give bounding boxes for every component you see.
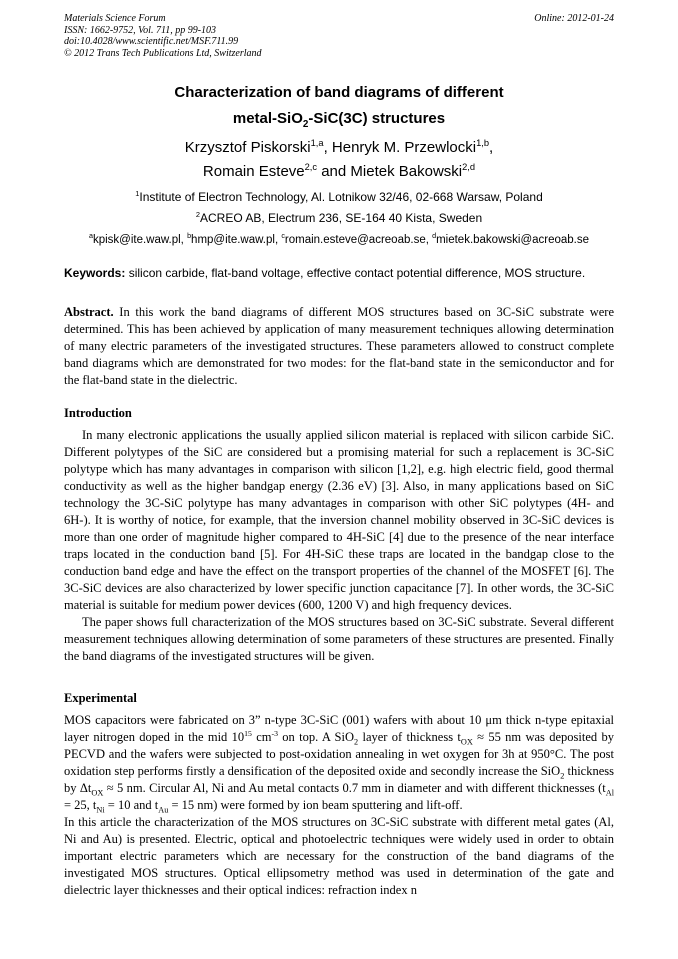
affiliation-text: ACREO AB, Electrum 236, SE-164 40 Kista, Sweden xyxy=(200,211,483,225)
paragraph-text: thickness by Δt xyxy=(64,764,614,795)
introduction-paragraph-2: The paper shows full characterization of the MOS structures based on 3C-SiC substrate. Several different measurement techniques allowing determination of some parameters of these structures are presented. Finally the band diagrams of the investigated structures will be given. xyxy=(64,615,614,663)
paper-title xyxy=(64,80,614,132)
paragraph-text: layer of thickness t xyxy=(358,730,461,744)
author-sup: 1,a xyxy=(310,138,324,148)
introduction-paragraph-1: In many electronic applications the usually applied silicon material is replaced with silicon carbide SiC. Different polytypes of the SiC are considered but a promising material for such a replacement is 3C-SiC polytype which has many advantages in comparison with silicon [1,2], e.g. high electric field, good thermal conductivity as well as the higher bandgap energy (2.36 eV) [3]. Also, in many applications based on SiC technology the 3C-SiC polytype has many advantages in comparison with other SiC polytypes (4H- and 6H-). It is worthy of notice, for example, that the inversion channel mobility observed in 3C-SiC devices is more than one order of magnitude higher compared to 4H-SiC [4] due to the presence of the near interface traps located in the conduction band [5]. For 4H-SiC these traps are located in the bandgap close to the conduction band edge and have the effect on the transport properties of the channel of the MOSFET [6]. The 3C-SiC devices are also characterized by lower specific junction capacitance [7]. In other words, the 3C-SiC material is suitable for medium power devices (600, 1200 V) and high frequency devices. xyxy=(64,428,614,612)
title-subscript: 2 xyxy=(302,119,309,130)
introduction-body xyxy=(64,427,614,665)
journal-doi: doi:10.4028/www.scientific.net/MSF.711.99 xyxy=(64,36,239,47)
keywords-text: silicon carbide, flat-band voltage, effective contact potential difference, MOS structure. xyxy=(128,266,586,280)
section-heading-experimental: Experimental xyxy=(64,691,137,705)
title-text: metal-SiO xyxy=(232,110,303,127)
affiliation-2 xyxy=(64,211,614,225)
author-line-2 xyxy=(64,160,614,184)
title-line-2 xyxy=(64,106,614,132)
abstract-text: In this work the band diagrams of different MOS structures based on 3C-SiC substrate were determined. This has been achieved by application of many measurement techniques allowing determination of many electric parameters of the investigated structures. These parameters allowed to construct complete band diagrams which are demonstrated for two modes: for the flat-band state in the semiconductor and for the flat-band state in the dielectric. xyxy=(64,305,615,387)
online-date: Online: 2012-01-24 xyxy=(534,13,614,24)
email-link[interactable]: kpisk@ite.waw.pl, xyxy=(92,234,188,246)
abstract-label: Abstract. xyxy=(64,305,114,319)
superscript: 15 xyxy=(244,728,252,738)
author-sup: 2,d xyxy=(462,162,476,172)
subscript: Ni xyxy=(96,805,105,815)
email-link[interactable]: hmp@ite.waw.pl, xyxy=(191,234,282,246)
title-line-1: Characterization of band diagrams of different xyxy=(174,84,504,101)
affiliation-text: Institute of Electron Technology, Al. Lotnikow 32/46, 02-668 Warsaw, Poland xyxy=(139,190,543,204)
paragraph-text: = 15 nm) were formed by ion beam sputtering and lift-off. xyxy=(168,798,463,812)
title-text: -SiC(3C) structures xyxy=(308,110,446,127)
author-line-1 xyxy=(64,136,614,160)
author-sup: 2,c xyxy=(304,162,318,172)
author-name: Henryk M. Przewlocki xyxy=(331,139,477,156)
paragraph-text: cm xyxy=(251,730,272,744)
superscript: -3 xyxy=(271,728,278,738)
affiliation-sup: 1 xyxy=(135,189,140,198)
author-separator: and xyxy=(317,163,351,180)
abstract xyxy=(64,304,614,389)
affiliation-sup: 2 xyxy=(195,210,200,219)
experimental-paragraph-2: In this article the characterization of the MOS structures on 3C-SiC substrate with different metal gates (Al, Ni and Au) is presented. Electric, optical and photoelectric techniques were widely used in order to obtain important electric parameters which are necessary for the construction of the band diagrams of the investigated MOS structures. Optical ellipsometry method was used in determination of the gate and dielectric layer thicknesses and their optical indices: refraction index n xyxy=(64,815,614,897)
author-name: Mietek Bakowski xyxy=(350,163,463,180)
author-name: Romain Esteve xyxy=(202,163,305,180)
journal-issn: ISSN: 1662-9752, Vol. 711, pp 99-103 xyxy=(64,24,217,36)
email-link[interactable]: romain.esteve@acreoab.se, xyxy=(284,234,433,246)
email-sup: c xyxy=(281,232,285,241)
subscript: 2 xyxy=(560,771,565,781)
experimental-paragraph-1 xyxy=(64,712,614,814)
affiliation-1 xyxy=(64,190,614,204)
paragraph-text: on top. A SiO xyxy=(277,730,355,744)
author-separator: , xyxy=(323,139,332,156)
email-sup: a xyxy=(88,232,93,241)
keywords-label: Keywords: xyxy=(64,266,126,280)
section-heading-introduction: Introduction xyxy=(64,406,132,420)
keywords xyxy=(64,266,614,280)
subscript: Al xyxy=(605,788,614,798)
author-sup: 1,b xyxy=(476,138,490,148)
journal-copyright: © 2012 Trans Tech Publications Ltd, Switzerland xyxy=(64,47,262,59)
paragraph-text: = 10 and t xyxy=(104,798,159,812)
subscript: OX xyxy=(460,737,473,747)
author-list xyxy=(64,136,614,184)
journal-header xyxy=(64,13,262,59)
author-separator: , xyxy=(489,139,494,156)
subscript: Au xyxy=(158,805,169,815)
journal-name: Materials Science Forum xyxy=(64,13,166,24)
paragraph-text: ≈ 55 nm was deposited by PECVD and the wafers were subjected to post-oxidation annealing in wet oxygen for 3h at 950°C. The post oxidation step performs firstly a densification of the deposited oxide and secondly increase the SiO xyxy=(64,730,614,778)
paragraph-text: = 25, t xyxy=(64,798,97,812)
paragraph-text: MOS capacitors were fabricated on 3” n-type 3C-SiC (001) wafers with about 10 μm thick n-type epitaxial layer nitrogen doped in the mid 10 xyxy=(64,713,614,744)
paragraph-text: ≈ 5 nm. Circular Al, Ni and Au metal contacts 0.7 mm in diameter and with different thicknesses (t xyxy=(103,781,606,795)
experimental-body xyxy=(64,712,614,899)
email-line xyxy=(64,233,614,247)
email-sup: d xyxy=(432,232,437,241)
author-name: Krzysztof Piskorski xyxy=(184,139,311,156)
email-link[interactable]: mietek.bakowski@acreoab.se xyxy=(436,234,590,246)
subscript: 2 xyxy=(354,737,359,747)
email-sup: b xyxy=(187,232,192,241)
subscript: OX xyxy=(91,788,104,798)
